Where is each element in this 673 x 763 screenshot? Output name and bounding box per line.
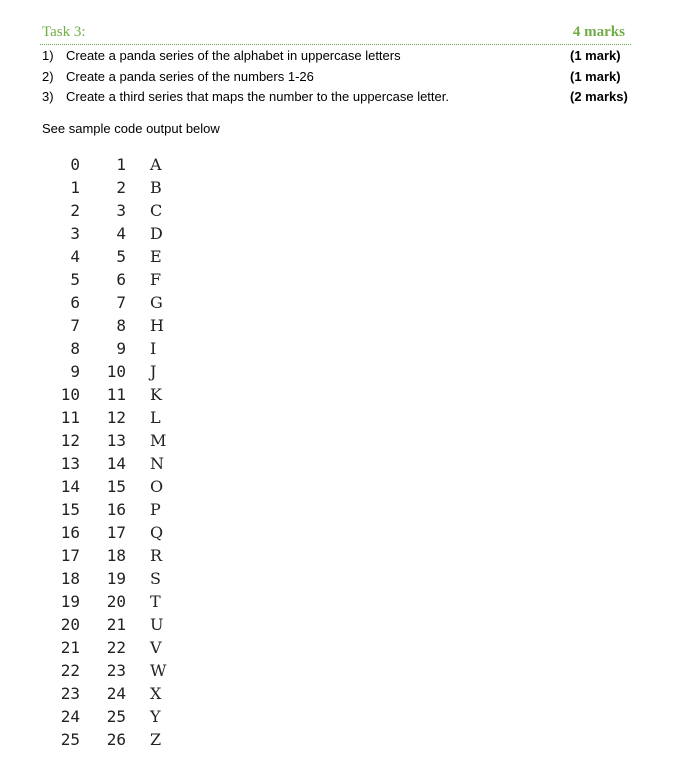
output-letter: T	[150, 592, 161, 611]
output-index: 16	[60, 523, 80, 542]
sample-output	[54, 153, 174, 751]
question-number: 2)	[42, 68, 54, 84]
output-number: 16	[106, 500, 126, 519]
output-number: 2	[116, 178, 126, 197]
output-letter: V	[150, 638, 162, 657]
output-index: 18	[60, 569, 80, 588]
output-index: 6	[70, 293, 80, 312]
output-index: 9	[70, 362, 80, 381]
output-row	[54, 153, 174, 176]
question-list	[42, 46, 632, 108]
output-letter: Y	[150, 707, 161, 726]
output-index: 10	[60, 385, 80, 404]
output-number: 14	[106, 454, 126, 473]
question-marks: (2 marks)	[570, 89, 628, 104]
output-index: 5	[70, 270, 80, 289]
question-marks: (1 mark)	[570, 68, 621, 84]
output-letter: F	[150, 270, 162, 289]
output-row	[54, 682, 174, 705]
output-index: 3	[70, 224, 80, 243]
output-row	[54, 636, 174, 659]
question-item	[42, 46, 632, 67]
output-letter: J	[150, 362, 157, 381]
question-text: Create a panda series of the alphabet in uppercase letters	[66, 48, 401, 63]
output-index: 13	[60, 454, 80, 473]
sample-note: See sample code output below	[42, 121, 220, 136]
question-text: Create a third series that maps the number to the uppercase letter.	[66, 89, 449, 104]
output-row	[54, 245, 174, 268]
output-number: 23	[106, 661, 126, 680]
output-letter: Q	[150, 523, 164, 542]
question-item	[42, 87, 632, 108]
output-index: 17	[60, 546, 80, 565]
output-index: 19	[60, 592, 80, 611]
output-index: 25	[60, 730, 80, 749]
output-row	[54, 314, 174, 337]
output-number: 20	[106, 592, 126, 611]
output-letter: U	[150, 615, 164, 634]
output-number: 21	[106, 615, 126, 634]
output-number: 1	[116, 155, 126, 174]
output-index: 14	[60, 477, 80, 496]
output-row	[54, 406, 174, 429]
output-index: 23	[60, 684, 80, 703]
output-letter: I	[150, 339, 157, 358]
output-index: 15	[60, 500, 80, 519]
output-row	[54, 452, 174, 475]
output-index: 4	[70, 247, 80, 266]
output-index: 21	[60, 638, 80, 657]
output-number: 11	[106, 385, 126, 404]
output-number: 7	[116, 293, 126, 312]
output-index: 12	[60, 431, 80, 450]
output-letter: W	[150, 661, 167, 680]
output-row	[54, 176, 174, 199]
total-marks: 4 marks	[572, 24, 625, 40]
output-index: 22	[60, 661, 80, 680]
output-letter: Z	[150, 730, 162, 749]
output-letter: S	[150, 569, 161, 588]
output-index: 0	[70, 155, 80, 174]
output-letter: X	[150, 684, 162, 703]
output-index: 8	[70, 339, 80, 358]
output-number: 9	[116, 339, 126, 358]
output-number: 15	[106, 477, 126, 496]
output-letter: O	[150, 477, 164, 496]
task-title: Task 3:	[42, 24, 86, 40]
output-number: 4	[116, 224, 126, 243]
output-row	[54, 705, 174, 728]
output-row	[54, 613, 174, 636]
output-letter: N	[150, 454, 164, 473]
output-index: 2	[70, 201, 80, 220]
output-index: 11	[60, 408, 80, 427]
output-number: 17	[106, 523, 126, 542]
output-index: 20	[60, 615, 80, 634]
question-item	[42, 67, 632, 88]
output-row	[54, 383, 174, 406]
output-row	[54, 222, 174, 245]
output-row	[54, 268, 174, 291]
output-letter: M	[150, 431, 167, 450]
output-number: 10	[106, 362, 126, 381]
output-number: 22	[106, 638, 126, 657]
output-row	[54, 590, 174, 613]
output-number: 12	[106, 408, 126, 427]
output-row	[54, 659, 174, 682]
output-letter: B	[150, 178, 162, 197]
output-index: 7	[70, 316, 80, 335]
task-header	[40, 22, 631, 45]
output-letter: R	[150, 546, 163, 565]
output-row	[54, 475, 174, 498]
output-row	[54, 337, 174, 360]
question-text: Create a panda series of the numbers 1-26	[66, 68, 314, 84]
output-letter: E	[150, 247, 162, 266]
output-letter: G	[150, 293, 163, 312]
output-letter: H	[150, 316, 164, 335]
question-number: 3)	[42, 89, 54, 104]
output-number: 6	[116, 270, 126, 289]
output-number: 3	[116, 201, 126, 220]
output-number: 8	[116, 316, 126, 335]
output-row	[54, 498, 174, 521]
output-letter: C	[150, 201, 163, 220]
output-number: 5	[116, 247, 126, 266]
output-row	[54, 429, 174, 452]
output-index: 1	[70, 178, 80, 197]
output-number: 13	[106, 431, 126, 450]
question-marks: (1 mark)	[570, 48, 621, 63]
output-row	[54, 728, 174, 751]
question-number: 1)	[42, 48, 54, 63]
output-number: 18	[106, 546, 126, 565]
output-letter: D	[150, 224, 163, 243]
output-index: 24	[60, 707, 80, 726]
output-letter: L	[150, 408, 161, 427]
output-row	[54, 360, 174, 383]
output-row	[54, 199, 174, 222]
output-letter: A	[150, 155, 162, 174]
output-number: 19	[106, 569, 126, 588]
output-row	[54, 521, 174, 544]
output-row	[54, 567, 174, 590]
output-number: 24	[106, 684, 126, 703]
output-letter: K	[150, 385, 162, 404]
output-row	[54, 291, 174, 314]
output-number: 26	[106, 730, 126, 749]
output-letter: P	[150, 500, 161, 519]
output-number: 25	[106, 707, 126, 726]
output-row	[54, 544, 174, 567]
